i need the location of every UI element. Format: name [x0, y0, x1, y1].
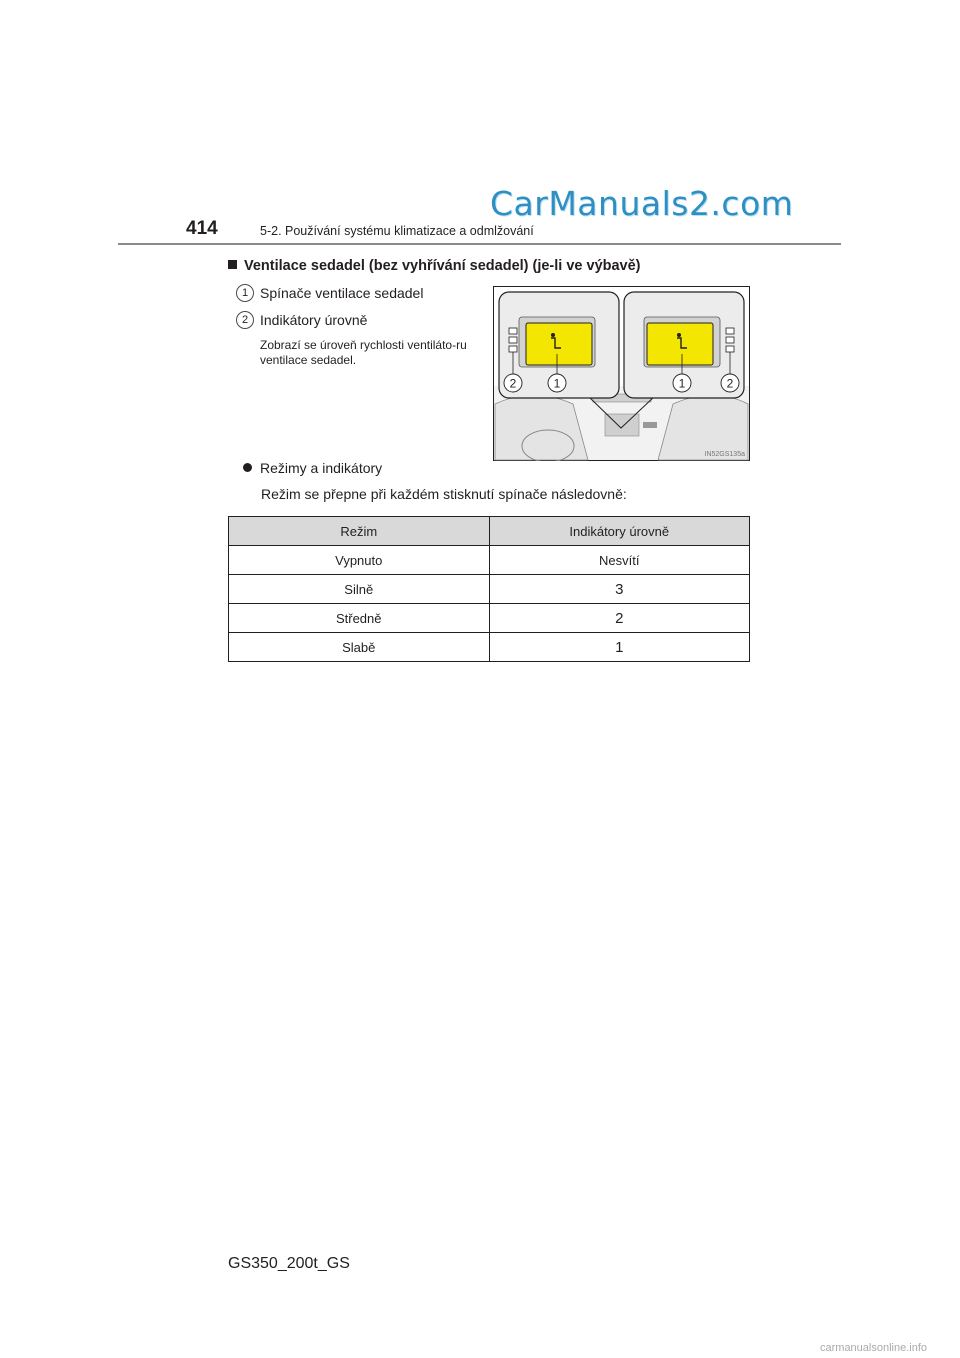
legend-description: Zobrazí se úroveň rychlosti ventiláto-ru ventilace sedadel. — [260, 338, 467, 367]
watermark-logo: CarManuals2.com — [490, 184, 794, 223]
model-code: GS350_200t_GS — [228, 1255, 350, 1272]
mode-table — [228, 516, 750, 662]
page-number: 414 — [186, 218, 218, 239]
round-bullet-icon — [243, 463, 252, 472]
table-cell-indicator: 1 — [489, 633, 750, 662]
table-row — [229, 604, 750, 633]
header-divider — [118, 243, 841, 245]
legend-label: Spínače ventilace sedadel — [260, 285, 424, 301]
table-cell-mode: Slabě — [229, 633, 490, 662]
seat-ventilation-figure — [493, 286, 750, 461]
square-bullet-icon — [228, 260, 237, 269]
bullet-text: Režim se přepne při každém stisknutí spínače následovně: — [261, 486, 627, 502]
table-header: Režim — [229, 517, 490, 546]
section-title: 5-2. Používání systému klimatizace a odmlžování — [260, 224, 534, 238]
heading-text: Ventilace sedadel (bez vyhřívání sedadel) (je-li ve výbavě) — [244, 258, 641, 274]
bullet-title: Režimy a indikátory — [260, 460, 383, 476]
table-cell-mode: Silně — [229, 575, 490, 604]
section-heading — [228, 258, 641, 274]
legend-label: Indikátory úrovně — [260, 312, 368, 328]
bullet-heading — [243, 460, 382, 476]
footer-watermark: carmanualsonline.info — [820, 1342, 928, 1354]
figure-code: IN52GS135a — [704, 451, 745, 458]
figure-callout-2-left: 2 — [509, 376, 517, 391]
table-header-row — [229, 517, 750, 546]
table-cell-indicator: 2 — [489, 604, 750, 633]
table-cell-mode: Vypnuto — [229, 546, 490, 575]
figure-callout-1-right: 1 — [678, 376, 686, 391]
table-cell-indicator: 3 — [489, 575, 750, 604]
table-row — [229, 633, 750, 662]
callout-number: 2 — [236, 311, 254, 329]
figure-callout-1-left: 1 — [553, 376, 561, 391]
callout-number: 1 — [236, 284, 254, 302]
table-header: Indikátory úrovně — [489, 517, 750, 546]
table-row — [229, 575, 750, 604]
table-row — [229, 546, 750, 575]
table-cell-mode: Středně — [229, 604, 490, 633]
table-cell-indicator: Nesvítí — [489, 546, 750, 575]
figure-callout-2-right: 2 — [726, 376, 734, 391]
